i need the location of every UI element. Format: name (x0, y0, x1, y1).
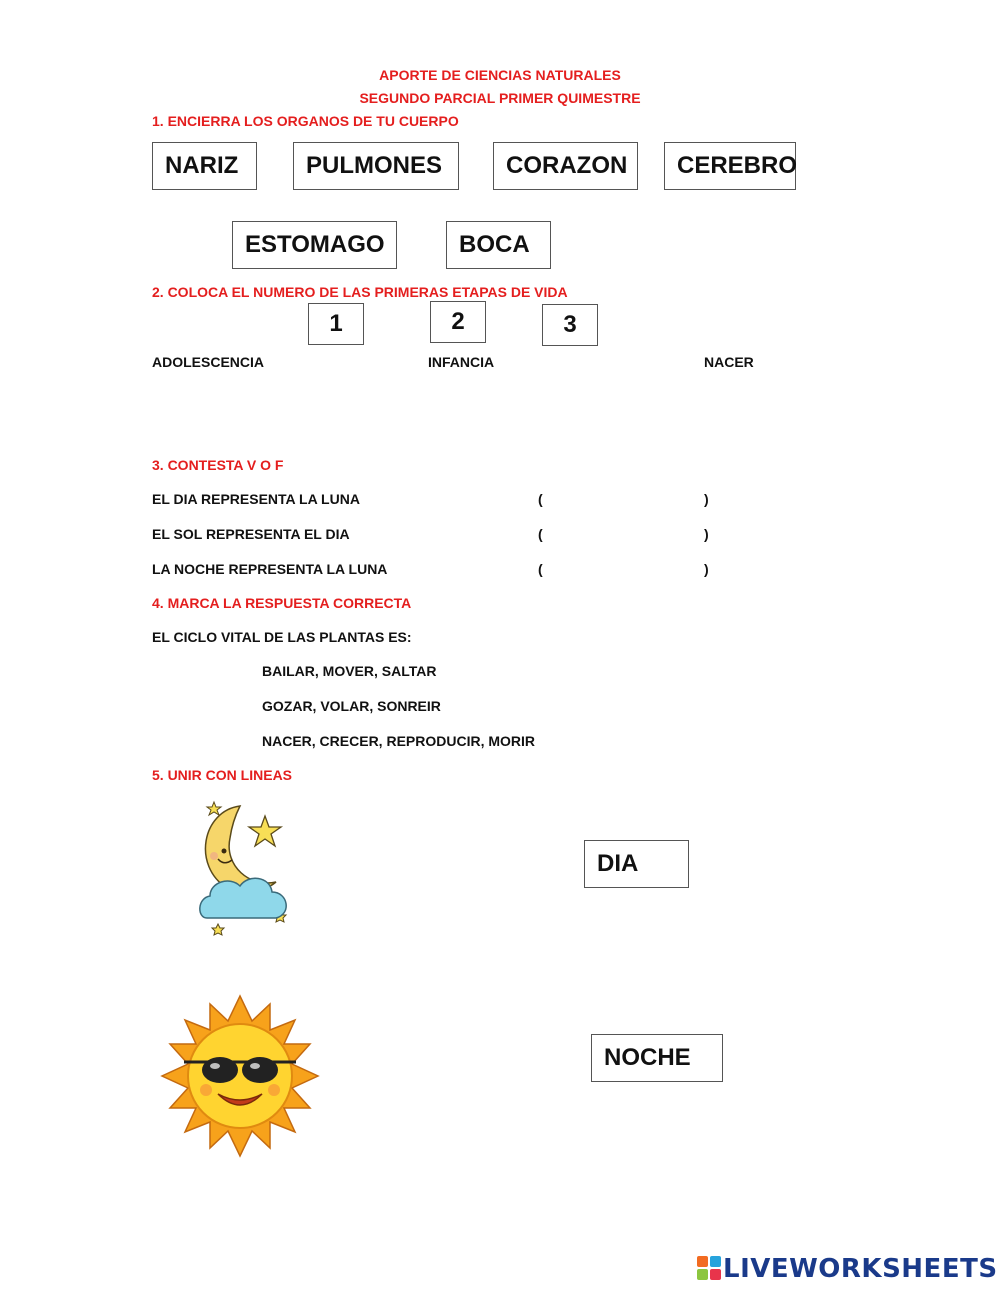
tf-answer-field-2[interactable] (550, 521, 700, 545)
tf-close-paren-3: ) (704, 561, 709, 577)
tf-close-paren-1: ) (704, 491, 709, 507)
liveworksheets-logo[interactable] (697, 1254, 998, 1284)
stage-label-adolescencia: ADOLESCENCIA (152, 354, 265, 370)
tf-answer-field-3[interactable] (550, 556, 700, 580)
organ-box-corazon[interactable]: CORAZON (493, 142, 638, 190)
q4-title: 4. MARCA LA RESPUESTA CORRECTA (152, 595, 412, 611)
stage-label-nacer: NACER (704, 354, 754, 370)
organ-box-pulmones[interactable]: PULMONES (293, 142, 459, 190)
header-title: APORTE DE CIENCIAS NATURALES (379, 67, 621, 83)
tf-statement-1: EL DIA REPRESENTA LA LUNA (152, 491, 360, 507)
tf-open-paren-1: ( (538, 491, 543, 507)
liveworksheets-wordmark: LIVEWORKSHEETS (723, 1254, 998, 1284)
q2-title: 2. COLOCA EL NUMERO DE LAS PRIMERAS ETAPAS DE VIDA (152, 284, 568, 300)
moon-cloud-image[interactable] (152, 796, 332, 946)
tf-open-paren-3: ( (538, 561, 543, 577)
q5-title: 5. UNIR CON LINEAS (152, 767, 293, 783)
tf-statement-2: EL SOL REPRESENTA EL DIA (152, 526, 350, 542)
tf-close-paren-2: ) (704, 526, 709, 542)
header-subtitle: SEGUNDO PARCIAL PRIMER QUIMESTRE (359, 90, 641, 106)
number-box-3[interactable]: 3 (542, 304, 598, 346)
q4-option-2[interactable]: GOZAR, VOLAR, SONREIR (262, 698, 441, 714)
number-box-1[interactable]: 1 (308, 303, 364, 345)
liveworksheets-logo-icon (697, 1256, 723, 1282)
q4-option-1[interactable]: BAILAR, MOVER, SALTAR (262, 663, 437, 679)
match-box-noche[interactable]: NOCHE (591, 1034, 723, 1082)
tf-statement-3: LA NOCHE REPRESENTA LA LUNA (152, 561, 388, 577)
tf-answer-field-1[interactable] (550, 486, 700, 510)
organ-box-cerebro[interactable]: CEREBRO (664, 142, 796, 190)
q3-title: 3. CONTESTA V O F (152, 457, 284, 473)
tf-open-paren-2: ( (538, 526, 543, 542)
organ-box-boca[interactable]: BOCA (446, 221, 551, 269)
q1-title: 1. ENCIERRA LOS ORGANOS DE TU CUERPO (152, 113, 459, 129)
q4-option-3[interactable]: NACER, CRECER, REPRODUCIR, MORIR (262, 733, 536, 749)
stage-label-infancia: INFANCIA (428, 354, 495, 370)
number-box-2[interactable]: 2 (430, 301, 486, 343)
q4-question: EL CICLO VITAL DE LAS PLANTAS ES: (152, 629, 412, 645)
sun-sunglasses-image[interactable] (152, 990, 332, 1160)
organ-box-estomago[interactable]: ESTOMAGO (232, 221, 397, 269)
organ-box-nariz[interactable]: NARIZ (152, 142, 257, 190)
match-box-dia[interactable]: DIA (584, 840, 689, 888)
